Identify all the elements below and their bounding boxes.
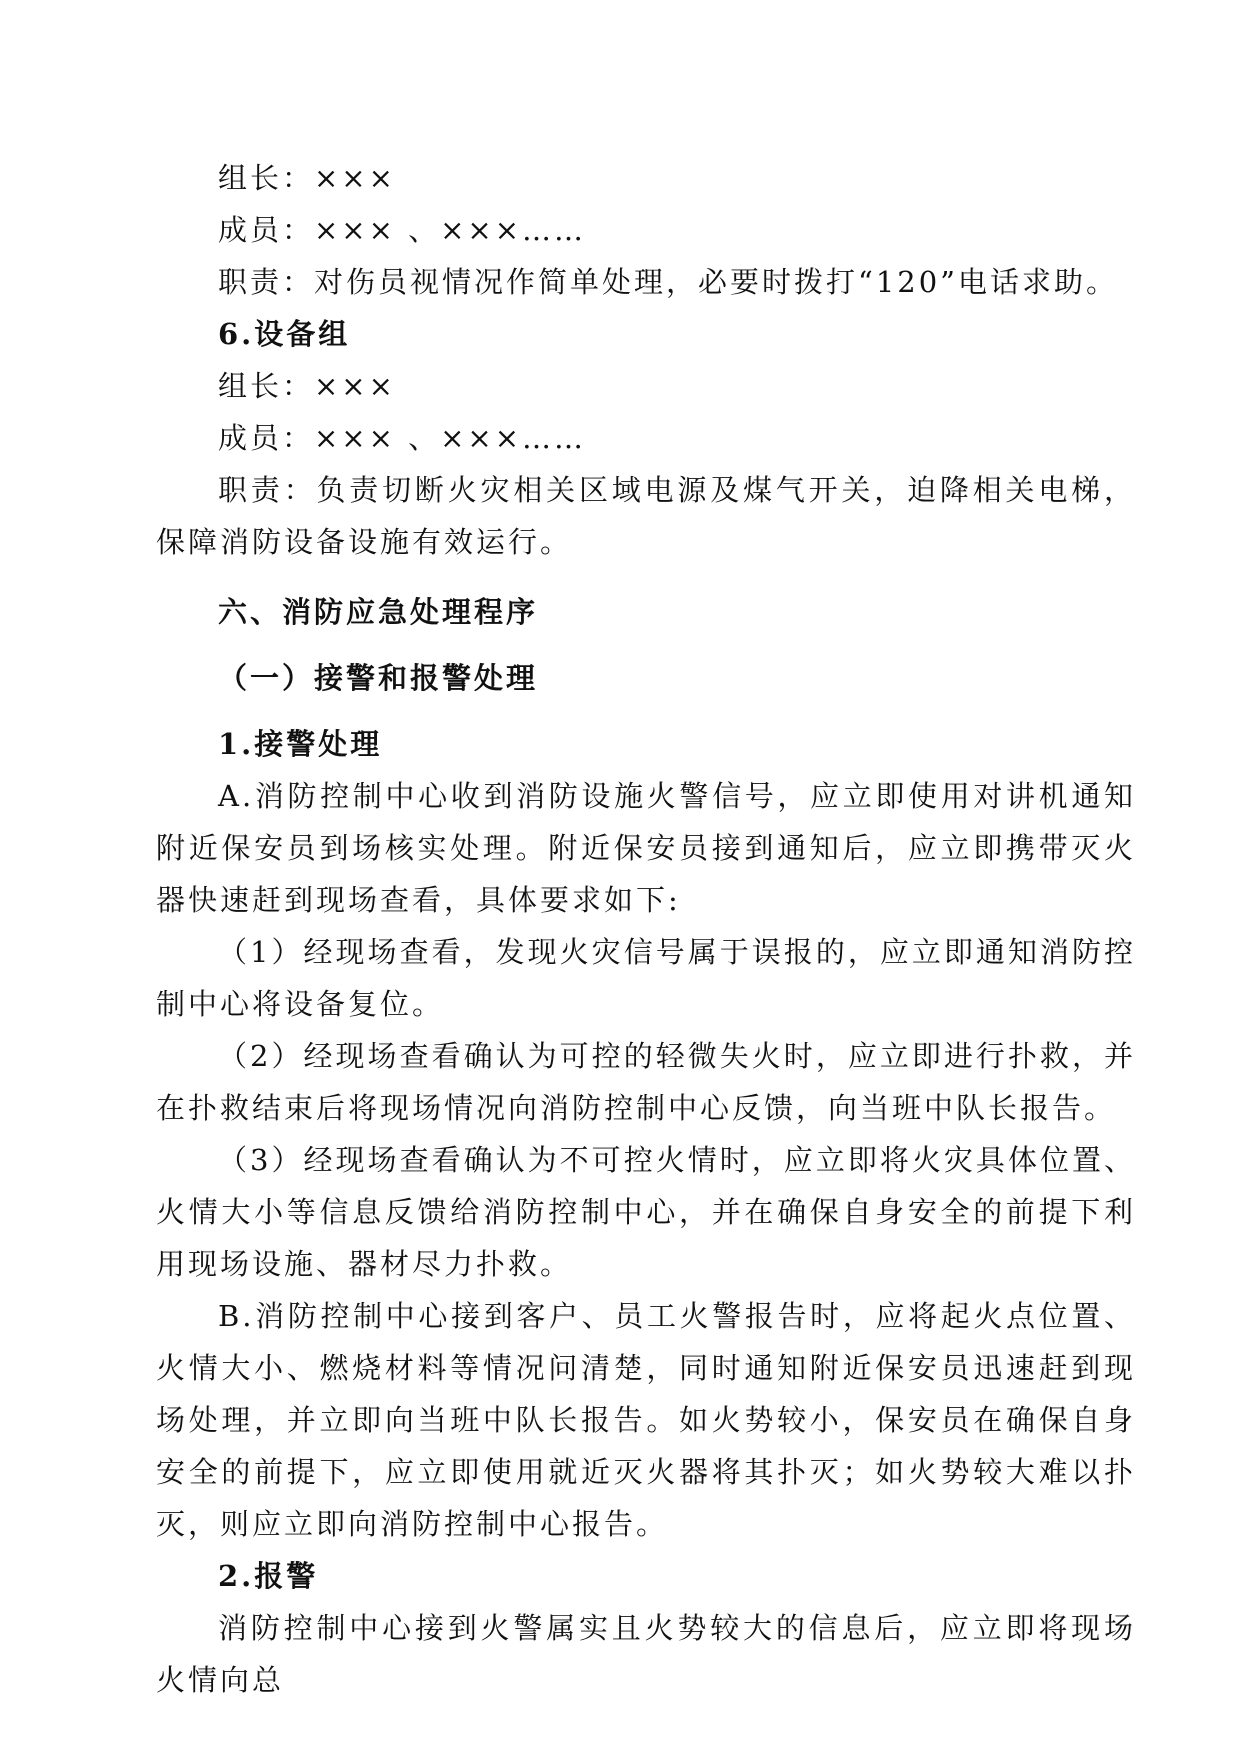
paragraph-last: 消防控制中心接到火警属实且火势较大的信息后，应立即将现场火情向总	[156, 1611, 1136, 1697]
medical-group-members: 成员：××× 、×××……	[218, 213, 587, 247]
equipment-group-heading: 6.设备组	[218, 317, 351, 351]
medical-group-duty: 职责：对伤员视情况作简单处理，必要时拨打“120”电话求助。	[218, 265, 1119, 299]
section-six-heading: 六、消防应急处理程序	[218, 595, 539, 629]
paragraph-b: B.消防控制中心接到客户、员工火警报告时，应将起火点位置、火情大小、燃烧材料等情况问清楚，同时通知附近保安员迅速赶到现场处理，并立即向当班中队长报告。如火势较小，保安员在确保自身安全的前提下，应立即使用就近灭火器将其扑灭；如火势较大难以扑灭，则应立即向消防控制中心报告。	[156, 1299, 1136, 1541]
paragraph-2: （2）经现场查看确认为可控的轻微失火时，应立即进行扑救，并在扑救结束后将现场情况向消防控制中心反馈，向当班中队长报告。	[156, 1039, 1136, 1125]
equipment-group-members: 成员：××× 、×××……	[218, 421, 587, 455]
paragraph-3: （3）经现场查看确认为不可控火情时，应立即将火灾具体位置、火情大小等信息反馈给消防控制中心，并在确保自身安全的前提下利用现场设施、器材尽力扑救。	[156, 1143, 1136, 1281]
document-page	[156, 152, 1136, 1706]
subsection-one-heading: （一）接警和报警处理	[218, 661, 539, 695]
medical-group-leader: 组长：×××	[218, 161, 396, 195]
alarm-heading: 2.报警	[218, 1559, 319, 1593]
equipment-group-leader: 组长：×××	[218, 369, 396, 403]
paragraph-a: A.消防控制中心收到消防设施火警信号，应立即使用对讲机通知附近保安员到场核实处理。附近保安员接到通知后，应立即携带灭火器快速赶到现场查看，具体要求如下:	[156, 779, 1136, 917]
receive-alarm-heading: 1.接警处理	[218, 727, 383, 761]
equipment-group-duty: 职责：负责切断火灾相关区域电源及煤气开关，迫降相关电梯，保障消防设备设施有效运行。	[156, 473, 1136, 559]
paragraph-1: （1）经现场查看，发现火灾信号属于误报的，应立即通知消防控制中心将设备复位。	[156, 935, 1136, 1021]
